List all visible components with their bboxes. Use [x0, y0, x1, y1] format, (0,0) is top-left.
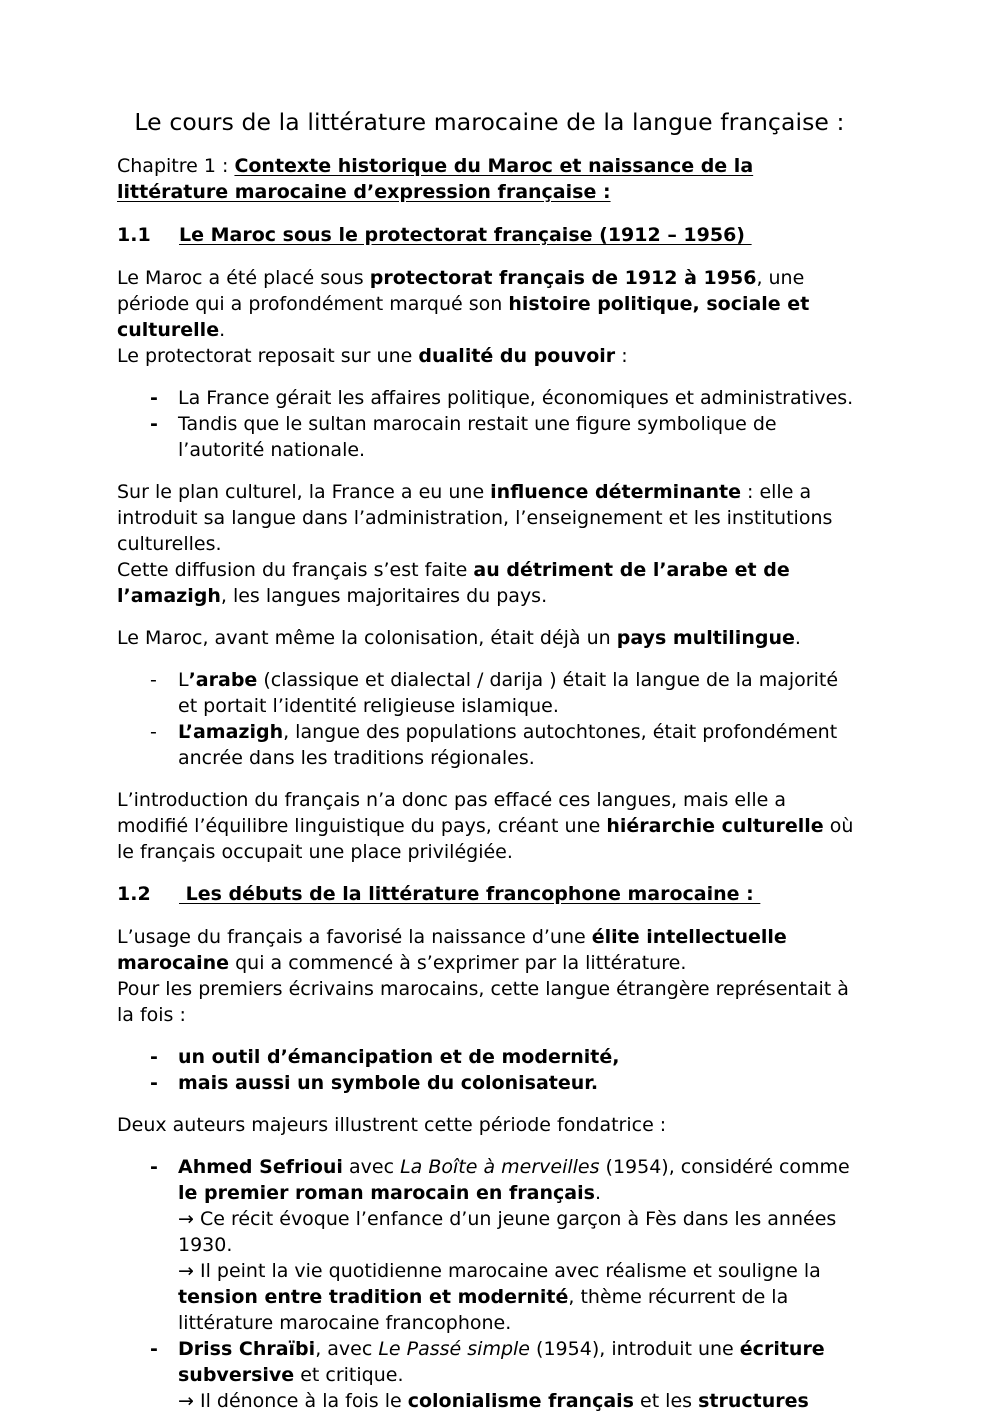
list-item-text: mais aussi un symbole du colonisateur.: [178, 1072, 599, 1094]
text-run: (1954), introduit une: [530, 1338, 740, 1360]
text-run: et critique.: [294, 1364, 404, 1386]
paragraph-influence: [117, 479, 862, 609]
section-number: 1.2: [117, 883, 151, 905]
paragraph-elite: [117, 924, 862, 1028]
text-run: , une période qui a profondément marqué son: [117, 267, 805, 315]
list-item: [117, 1070, 862, 1096]
text-run: , avec: [315, 1338, 379, 1360]
paragraph-deux-auteurs: Deux auteurs majeurs illustrent cette période fondatrice :: [117, 1114, 667, 1136]
text-run-bold: histoire politique, sociale et culturelle: [117, 293, 810, 341]
work-title: Le Passé simple: [378, 1338, 531, 1360]
chapter-title: Contexte historique du Maroc et naissance de la littérature marocaine d’expression française :: [117, 155, 754, 203]
text-run: Le Maroc a été placé sous: [117, 267, 370, 289]
dash-bullet: -: [150, 1046, 158, 1068]
section-number: 1.1: [117, 224, 151, 246]
text-run-bold: au détriment de l’arabe et de l’amazigh: [117, 559, 790, 607]
text-run: .: [219, 319, 226, 341]
text-run: L’introduction du français n’a donc pas effacé ces langues, mais elle a modifié l’équilibre linguistique du pays, créant une: [117, 789, 787, 837]
dash-bullet: -: [150, 1156, 158, 1178]
text-run: et les: [633, 1390, 699, 1412]
work-title: La Boîte à merveilles: [400, 1156, 600, 1178]
page-title: Le cours de la littérature marocaine de la langue française :: [134, 108, 845, 136]
text-run: , thème récurrent de la littérature marocaine francophone.: [178, 1286, 789, 1334]
chapter-heading: [117, 153, 862, 205]
text-run-bold: dualité du pouvoir: [418, 345, 616, 367]
dash-bullet: -: [150, 669, 157, 691]
arrow-note: → Ce récit évoque l’enfance d’un jeune garçon à Fès dans les années 1930.: [178, 1208, 837, 1256]
text-run: : elle a introduit sa langue dans l’administration, l’enseignement et les institutions culturelles.: [117, 481, 833, 555]
list-item: [117, 719, 862, 771]
section-heading-1-1: [117, 222, 862, 248]
list-item-text: La France gérait les affaires politique, économiques et administratives.: [178, 387, 854, 409]
dash-bullet: -: [150, 1338, 158, 1360]
text-run: , les langues majoritaires du pays.: [220, 585, 548, 607]
paragraph-protectorat: [117, 265, 862, 369]
text-run: L: [178, 669, 189, 691]
dash-bullet: -: [150, 1072, 158, 1094]
text-run-bold: hiérarchie culturelle: [606, 815, 824, 837]
text-run: L’usage du français a favorisé la naissance d’une: [117, 926, 592, 948]
dash-bullet: -: [150, 387, 158, 409]
text-run-bold: structures: [698, 1390, 809, 1412]
text-run-bold: pays multilingue: [616, 627, 795, 649]
text-run: Le protectorat reposait sur une: [117, 345, 419, 367]
chapter-label: Chapitre 1 :: [117, 155, 235, 177]
arrow-note: → Il peint la vie quotidienne marocaine avec réalisme et souligne la: [178, 1260, 821, 1282]
text-run-bold: influence déterminante: [490, 481, 741, 503]
list-auteurs: [117, 1154, 862, 1414]
list-outil-symbole: [117, 1044, 862, 1096]
text-run: qui a commencé à s’exprimer par la littérature.: [229, 952, 687, 974]
list-item: [117, 385, 862, 411]
list-item-text: (classique et dialectal / darija ) était la langue de la majorité et portait l’identité religieuse islamique.: [178, 669, 839, 717]
text-run: :: [615, 345, 628, 367]
list-item-sefrioui: [117, 1154, 862, 1336]
list-item-text: un outil d’émancipation et de modernité,: [178, 1046, 620, 1068]
text-run: Le Maroc, avant même la colonisation, était déjà un: [117, 627, 617, 649]
author-name: Ahmed Sefrioui: [178, 1156, 343, 1178]
text-run-bold: L’amazigh: [178, 721, 284, 743]
text-run-bold: ’arabe: [188, 669, 258, 691]
text-run: Pour les premiers écrivains marocains, cette langue étrangère représentait à la fois :: [117, 978, 849, 1026]
text-run-bold: élite intellectuelle marocaine: [117, 926, 787, 974]
arrow-note: → Il dénonce à la fois le: [178, 1390, 408, 1412]
dash-bullet: -: [150, 721, 157, 743]
section-title: Le Maroc sous le protectorat française (1912 – 1956): [179, 224, 752, 246]
paragraph-hierarchie: [117, 787, 862, 865]
text-run-bold: le premier roman marocain en français: [178, 1182, 595, 1204]
text-run: Sur le plan culturel, la France a eu une: [117, 481, 491, 503]
list-item: [117, 411, 862, 463]
text-run-bold: écriture subversive: [178, 1338, 825, 1386]
list-item-chraibi: [117, 1336, 862, 1414]
text-run: Cette diffusion du français s’est faite: [117, 559, 474, 581]
list-item-text: , langue des populations autochtones, était profondément ancrée dans les traditions régionales.: [178, 721, 838, 769]
text-run: avec: [342, 1156, 401, 1178]
text-run: .: [594, 1182, 601, 1204]
list-item-text: Tandis que le sultan marocain restait une figure symbolique de l’autorité nationale.: [178, 413, 777, 461]
text-run: (1954), considéré comme: [599, 1156, 850, 1178]
section-title: Les débuts de la littérature francophone marocaine :: [179, 883, 761, 905]
text-run-bold: colonialisme français: [407, 1390, 634, 1412]
list-langues: [117, 667, 862, 771]
text-run: où le français occupait une place privilégiée.: [117, 815, 854, 863]
text-run-bold: protectorat français de 1912 à 1956: [369, 267, 757, 289]
section-heading-1-2: [117, 881, 862, 907]
text-run-bold: tension entre tradition et modernité: [178, 1286, 569, 1308]
dash-bullet: -: [150, 413, 158, 435]
list-dualite-pouvoir: [117, 385, 862, 463]
paragraph-multilingue: [117, 625, 862, 651]
text-run: .: [794, 627, 801, 649]
list-item: [117, 667, 862, 719]
list-item: [117, 1044, 862, 1070]
author-name: Driss Chraïbi: [178, 1338, 316, 1360]
